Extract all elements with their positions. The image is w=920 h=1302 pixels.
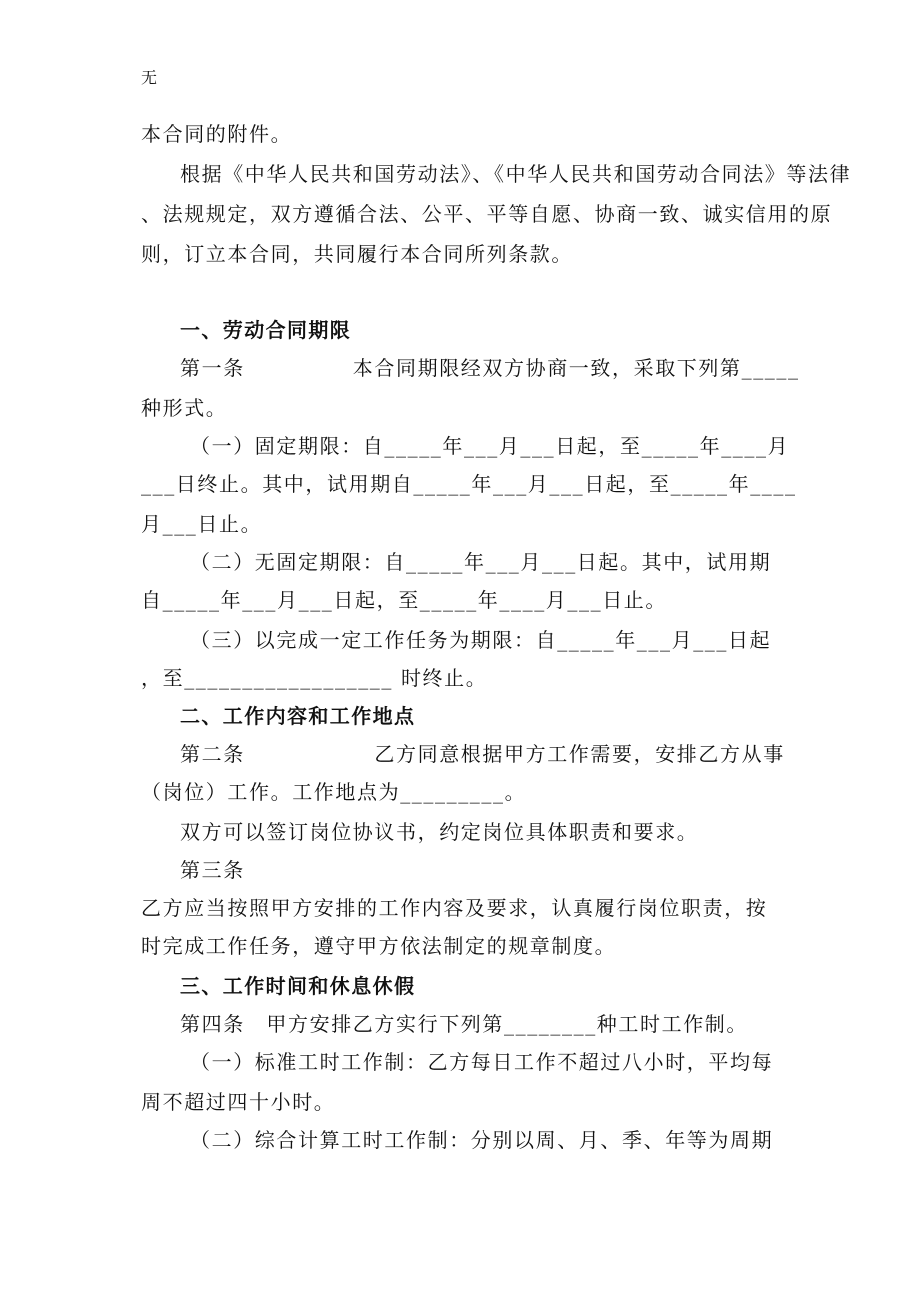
- clause-line: （岗位）工作。工作地点为_________。: [141, 780, 527, 804]
- paragraph-line: 本合同的附件。: [141, 122, 293, 146]
- section-heading: 二、工作内容和工作地点: [180, 704, 416, 728]
- clause-line: 第一条 本合同期限经双方协商一致，采取下列第_____: [180, 356, 800, 380]
- clause-line: 自_____年___月___日起，至_____年____月___日止。: [141, 588, 667, 612]
- clause-line: （二）综合计算工时工作制：分别以周、月、季、年等为周期: [190, 1128, 774, 1152]
- clause-line: 第三条: [180, 858, 245, 882]
- clause-line: （三）以完成一定工作任务为期限：自_____年___月___日起: [190, 628, 772, 652]
- paragraph-line: 则，订立本合同，共同履行本合同所列条款。: [141, 242, 573, 266]
- clause-line: 第二条 乙方同意根据甲方工作需要，安排乙方从事: [180, 742, 785, 766]
- clause-line: （一）标准工时工作制：乙方每日工作不超过八小时，平均每: [190, 1050, 774, 1074]
- clause-line: 乙方应当按照甲方安排的工作内容及要求，认真履行岗位职责，按: [141, 896, 768, 920]
- top-mark: 无: [141, 68, 158, 87]
- section-heading: 三、工作时间和休息休假: [180, 974, 416, 998]
- paragraph-line: 、法规规定，双方遵循合法、公平、平等自愿、协商一致、诚实信用的原: [141, 202, 833, 226]
- paragraph-line: 根据《中华人民共和国劳动法》、《中华人民共和国劳动合同法》等法律: [180, 162, 852, 186]
- clause-line: 第四条 甲方安排乙方实行下列第________种工时工作制。: [180, 1012, 748, 1036]
- clause-line: 种形式。: [141, 396, 228, 420]
- clause-line: 月___日止。: [141, 512, 263, 536]
- clause-line: （二）无固定期限：自_____年___月___日起。其中，试用期: [190, 550, 772, 574]
- clause-line: ___日终止。其中，试用期自_____年___月___日起，至_____年____: [141, 472, 797, 496]
- clause-line: 时完成工作任务，遵守甲方依法制定的规章制度。: [141, 934, 617, 958]
- clause-line: ，至__________________ 时终止。: [141, 666, 488, 690]
- clause-line: 双方可以签订岗位协议书，约定岗位具体职责和要求。: [180, 820, 699, 844]
- clause-line: 周不超过四十小时。: [141, 1090, 336, 1114]
- clause-line: （一）固定期限：自_____年___月___日起，至_____年____月: [190, 434, 790, 458]
- section-heading: 一、劳动合同期限: [180, 318, 352, 342]
